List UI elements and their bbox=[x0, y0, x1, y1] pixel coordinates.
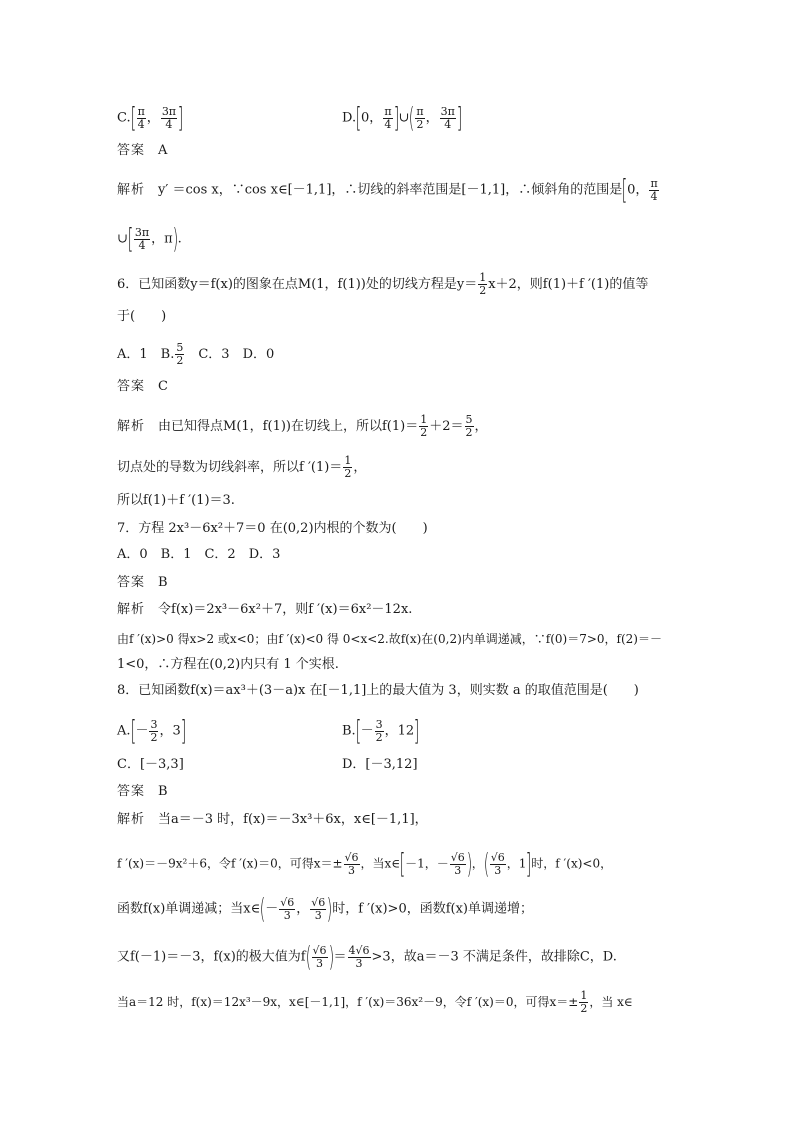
fraction: $\frac{\pi}{4}$ bbox=[384, 104, 392, 131]
fraction: $\frac{4√6}{3}$ bbox=[348, 943, 370, 970]
option-label: C. bbox=[117, 110, 131, 126]
q5-answer: 答案 A bbox=[117, 143, 168, 158]
q8-answer: 答案 B bbox=[117, 784, 168, 799]
q8-stem: 8．已知函数f(x)＝ax³＋(3－a)x 在[－1,1]上的最大值为 3，则实数 a 的取值范围是( ) bbox=[117, 683, 639, 698]
fraction: $\frac{√6}{3}$ bbox=[490, 850, 505, 877]
q5-analysis-line1: 解析 y′ ＝cos x，∵cos x∈[－1,1]，∴切线的斜率范围是[－1,1]，∴倾斜角的范围是[0， $\frac{\pi}{4}$ bbox=[117, 173, 658, 206]
q7-stem: 7．方程 2x³－6x²＋7＝0 在(0,2)内根的个数为( ) bbox=[117, 521, 428, 536]
q8-option-d: D．[－3,12] bbox=[342, 757, 418, 772]
fraction: $\frac{\pi}{4}$ bbox=[137, 104, 145, 131]
fraction: $\frac{1}{2}$ bbox=[580, 989, 588, 1015]
q8-analysis-line2: f ′(x)＝－9x²＋6，令f ′(x)＝0，可得x＝± $\frac{√6}{3}$ ，当x∈[－1，－ $\frac{√6}{3}$ )，( $\frac{√6}{3}$ ，1]时，f ′(x)<0， bbox=[117, 847, 613, 880]
q7-analysis-line1: 解析 令f(x)＝2x³－6x²＋7，则f ′(x)＝6x²－12x. bbox=[117, 602, 413, 617]
q6-analysis-line1: 解析 由已知得点M(1，f(1))在切线上，所以f(1)＝ $\frac{1}{2}$ ＋2＝ $\frac{5}{2}$ ， bbox=[117, 413, 488, 439]
fraction: $\frac{3}{2}$ bbox=[150, 717, 158, 744]
fraction: $\frac{3}{2}$ bbox=[375, 717, 383, 744]
q8-analysis-line5: 当a＝12 时，f(x)＝12x³－9x，x∈[－1,1]，f ′(x)＝36x²－9，令f ′(x)＝0，可得x＝± $\frac{1}{2}$ ，当 x∈ bbox=[117, 989, 633, 1015]
fraction: $\frac{\pi}{2}$ bbox=[416, 104, 424, 131]
q8-option-c: C．[－3,3] bbox=[117, 757, 184, 772]
q6-analysis-line3: 所以f(1)＋f ′(1)＝3. bbox=[117, 493, 235, 508]
q5-option-d: D.[0， $\frac{\pi}{4}$ ]∪( $\frac{\pi}{2}$ ， $\frac{3\pi}{4}$ ] bbox=[342, 101, 463, 134]
q5-option-c: C.[ $\frac{\pi}{4}$ ， $\frac{3\pi}{4}$ ] bbox=[117, 101, 184, 134]
fraction: $\frac{5}{2}$ bbox=[465, 413, 473, 439]
fraction: $\frac{1}{2}$ bbox=[420, 413, 428, 439]
q5-analysis-line2: ∪[ $\frac{3\pi}{4}$ ，π). bbox=[117, 222, 182, 255]
fraction: $\frac{√6}{3}$ bbox=[450, 850, 465, 877]
q6-stem-line1: 6．已知函数y＝f(x)的图象在点M(1，f(1))处的切线方程是y＝ $\frac{1}{2}$ x＋2，则f(1)＋f ′(1)的值等 bbox=[117, 271, 649, 297]
q8-option-b: B.[－ $\frac{3}{2}$ ，12] bbox=[342, 714, 420, 747]
q8-analysis-line1: 解析 当a＝－3 时，f(x)＝－3x³＋6x，x∈[－1,1]， bbox=[117, 812, 428, 827]
fraction: $\frac{3\pi}{4}$ bbox=[161, 104, 177, 131]
q8-analysis-line4: 又f(－1)＝－3，f(x)的极大值为f( $\frac{√6}{3}$ )＝ $\frac{4√6}{3}$ >3，故a＝－3 不满足条件，故排除C，D. bbox=[117, 940, 617, 973]
q6-answer: 答案 C bbox=[117, 379, 168, 394]
q8-option-a: A.[－ $\frac{3}{2}$ ，3] bbox=[117, 714, 186, 747]
fraction: $\frac{3\pi}{4}$ bbox=[134, 225, 150, 252]
fraction: $\frac{\pi}{4}$ bbox=[650, 176, 658, 203]
fraction: $\frac{5}{2}$ bbox=[176, 341, 184, 367]
fraction: $\frac{√6}{3}$ bbox=[312, 943, 327, 970]
q7-options: A．0 B．1 C．2 D．3 bbox=[117, 547, 281, 562]
q6-analysis-line2: 切点处的导数为切线斜率，所以f ′(1)＝ $\frac{1}{2}$ ， bbox=[117, 454, 367, 480]
fraction: $\frac{1}{2}$ bbox=[479, 271, 487, 297]
fraction: $\frac{3\pi}{4}$ bbox=[440, 104, 455, 131]
q7-analysis-line3: 1<0，∴方程在(0,2)内只有 1 个实根. bbox=[117, 657, 339, 672]
q7-answer: 答案 B bbox=[117, 575, 168, 590]
fraction: $\frac{√6}{3}$ bbox=[280, 895, 295, 922]
q7-analysis-line2: 由f ′(x)>0 得x>2 或x<0；由f ′(x)<0 得 0<x<2.故f(x)在(0,2)内单调递减，∵f(0)＝7>0，f(2)＝－ bbox=[117, 632, 662, 646]
q6-options: A．1 B. $\frac{5}{2}$ C．3 D．0 bbox=[117, 341, 275, 367]
fraction: $\frac{√6}{3}$ bbox=[344, 850, 359, 877]
fraction: $\frac{√6}{3}$ bbox=[311, 895, 326, 922]
q6-stem-line2: 于( ) bbox=[117, 309, 167, 324]
q8-analysis-line3: 函数f(x)单调递减；当x∈(－ $\frac{√6}{3}$ ， $\frac{√6}{3}$ )时，f ′(x)>0，函数f(x)单调递增； bbox=[117, 892, 534, 925]
fraction: $\frac{1}{2}$ bbox=[344, 454, 352, 480]
